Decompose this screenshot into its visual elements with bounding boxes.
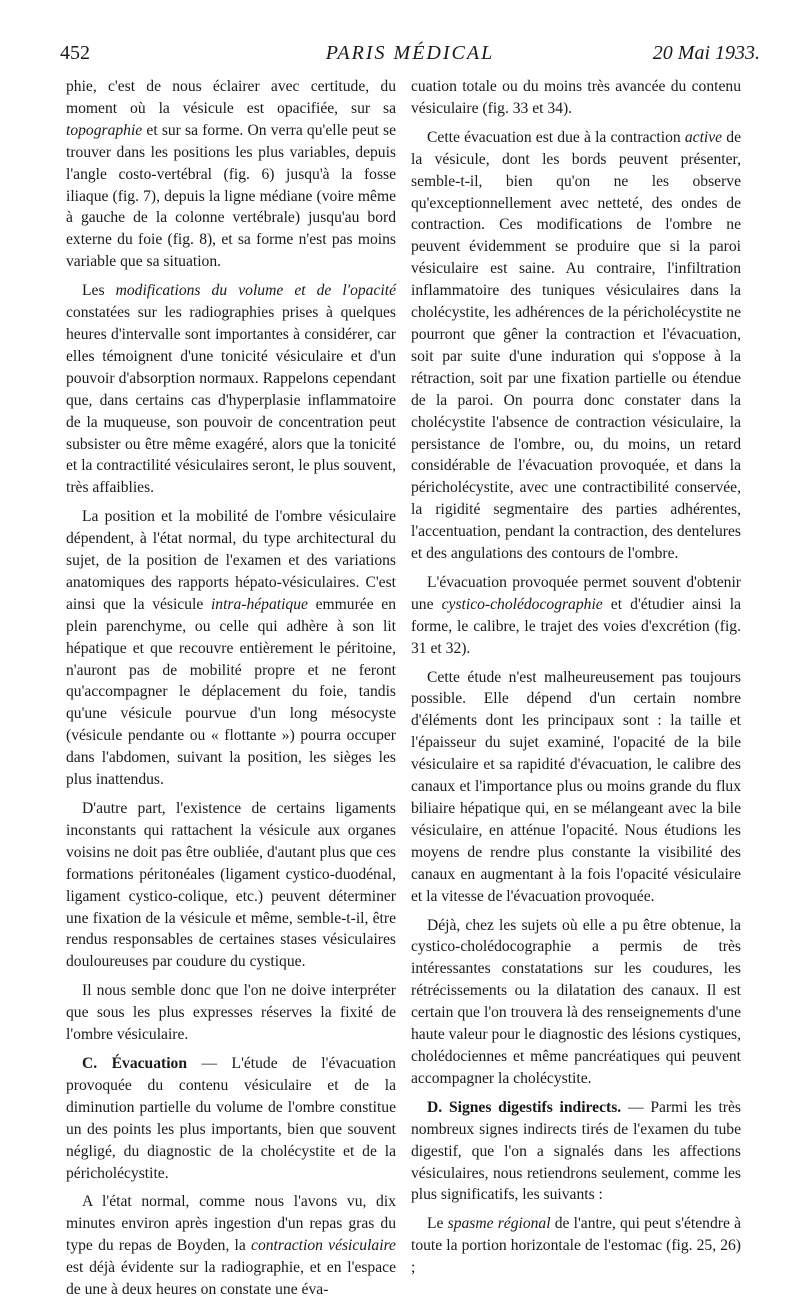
- paragraph: Cette évacuation est due à la contraction active de la vésicule, dont les bords peuvent présenter, semble-t-il, bien qu'on ne les observe qu'exceptionnellement avec netteté, des ondes de contraction. Ces modifications de l'ombre ne peuvent évidemment se produire que si la paroi vésiculaire est saine. Au contraire, l'infiltration inflammatoire des tuniques vésiculaires dans la cholécystite, les adhérences de la péricholécystite ne pourront que gêner la contraction et l'évacuation, soit par suite d'une induration qui s'oppose à la rétraction, soit par une fixation partielle ou étendue de la paroi. On pourra donc constater dans la cholécystite l'absence de contraction vésiculaire, la persistance de l'ombre, ou, du moins, un retard considérable de l'évacuation provoquée, et dans la péricholécystite, avec une contractibilité conservée, la rigidité segmentaire des parties adhérentes, l'accentuation, pendant la contraction, des dentelures et des angulations des contours de l'ombre.: [411, 128, 741, 563]
- paragraph: Le spasme régional de l'antre, qui peut s'étendre à toute la portion horizontale de l'estomac (fig. 25, 26) ;: [411, 1215, 741, 1277]
- paragraph: Il nous semble donc que l'on ne doive interpréter que sous les plus expresses réserves la fixité de l'ombre vésiculaire.: [66, 982, 396, 1044]
- paragraph: A l'état normal, comme nous l'avons vu, dix minutes environ après ingestion d'un repas gras du type du repas de Boyden, la contraction vésiculaire est déjà évidente sur la radiographie, et en l'espace de une à deux heures on constate une éva-: [66, 1193, 396, 1299]
- paragraph: Cette étude n'est malheureusement pas toujours possible. Elle dépend d'un certain nombre d'éléments dont les principaux sont : la taille et l'épaisseur du sujet examiné, l'opacité de la bile vésiculaire et sa rapidité d'évacuation, le calibre des canaux et l'importance plus ou moins grande du flux biliaire hépatique qui, en se mélangeant avec la bile vésiculaire, en atténue l'opacité. Nous étudions les moyens de rendre plus constante la visibilité des canaux en augmentant à la fois l'opacité vésiculaire et la vitesse de l'évacuation provoquée.: [411, 668, 741, 905]
- paragraph: La position et la mobilité de l'ombre vésiculaire dépendent, à l'état normal, du type architectural du sujet, de la position de l'examen et des variations anatomiques des rapports hépato-vésiculaires. C'est ainsi que la vésicule intra-hépatique emmurée en plein parenchyme, ou celle qui adhère à son lit hépatique et que recouvre entièrement le péritoine, n'auront pas de mobilité propre et ne feront qu'accompagner le déplacement du foie, tandis qu'une vésicule pourvue d'un long mésocyste (vésicule pendante ou « flottante ») pourra occuper dans l'abdomen, suivant la position, les sièges les plus inattendus.: [66, 508, 396, 789]
- paragraph: D. Signes digestifs indirects. — Parmi les très nombreux signes indirects tirés de l'examen du tube digestif, que l'on a signalés dans les affections vésiculaires, nous retiendrons seulement, comme les plus significatifs, les suivants :: [411, 1098, 741, 1204]
- paragraph: L'évacuation provoquée permet souvent d'obtenir une cystico-cholédocographie et d'étudier ainsi la forme, le calibre, le trajet des voies d'excrétion (fig. 31 et 32).: [411, 573, 741, 657]
- section-heading: D. Signes digestifs indirects.: [427, 1098, 622, 1116]
- right-column: [411, 76, 741, 1279]
- page-number: 452: [60, 42, 90, 64]
- section-heading: C. Évacuation: [82, 1054, 188, 1072]
- paragraph: Déjà, chez les sujets où elle a pu être obtenue, la cystico-cholédocographie a permis de très intéressantes constatations sur les coudures, les rétrécissements ou la dilatation des canaux. Il est certain que l'on trouvera là des renseignements d'une haute valeur pour le diagnostic des lésions cystiques, cholédociennes et même pancréatiques qui peuvent accompagner la cholécystite.: [411, 916, 741, 1087]
- paragraph: Les modifications du volume et de l'opacité constatées sur les radiographies prises à quelques heures d'intervalle sont importantes à considérer, car elles témoignent d'une tonicité vésiculaire et d'un pouvoir d'absorption normaux. Rappelons cependant que, dans certains cas d'hyperplasie inflammatoire de la muqueuse, son pouvoir de concentration peut subsister ou être même exagéré, alors que la tonicité et la contractilité vésiculaires seront, le plus souvent, très affaiblies.: [66, 282, 396, 497]
- paragraph: cuation totale ou du moins très avancée du contenu vésiculaire (fig. 33 et 34).: [411, 78, 741, 117]
- paragraph: phie, c'est de nous éclairer avec certitude, du moment où la vésicule est opacifiée, sur sa topographie et sur sa forme. On verra qu'elle peut se trouver dans les positions les plus variables, depuis l'angle costo-vertébral (fig. 6) jusqu'à la fosse iliaque (fig. 7), depuis la ligne médiane (voire même à gauche de la colonne vertébrale) jusqu'au bord externe du foie (fig. 8), et sa forme n'est pas moins variable que sa situation.: [66, 78, 396, 271]
- journal-title: PARIS MÉDICAL: [325, 42, 495, 64]
- issue-date: 20 Mai 1933.: [652, 42, 760, 64]
- page-header: [60, 42, 760, 68]
- left-column: [66, 76, 396, 1301]
- paragraph: C. Évacuation — L'étude de l'évacuation provoquée du contenu vésiculaire et de la diminution partielle du volume de l'ombre constitue un des points les plus importants, bien que souvent négligé, du diagnostic de la cholécystite et de la péricholécystite.: [66, 1054, 396, 1182]
- paragraph: D'autre part, l'existence de certains ligaments inconstants qui rattachent la vésicule aux organes voisins ne doit pas être oubliée, d'autant plus que ces formations péritonéales (ligament cystico-duodénal, ligament cystico-colique, etc.) peuvent déterminer une fixation de la vésicule et même, semble-t-il, être rendus responsables de certaines stases vésiculaires douloureuses par coudure du cystique.: [66, 800, 396, 971]
